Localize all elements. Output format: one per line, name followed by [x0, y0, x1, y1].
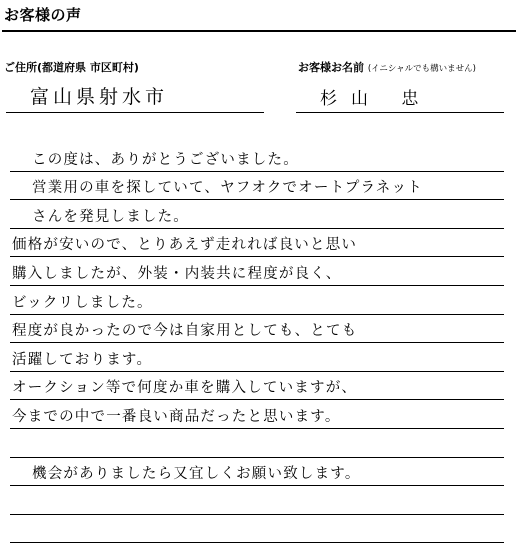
message-line-text: ビックリしました。: [12, 294, 153, 311]
title-divider: [2, 30, 516, 32]
message-line-text: 購入しましたが、外装・内装共に程度が良く、: [12, 265, 342, 282]
name-underline: [296, 112, 504, 113]
message-line-text: 程度が良かったので今は自家用としても、とても: [12, 323, 358, 340]
message-line: [10, 286, 504, 315]
name-value: 杉山 忠: [320, 89, 433, 109]
message-line: [10, 486, 504, 515]
message-line: [10, 229, 504, 258]
address-value: 富山県射水市: [30, 86, 169, 108]
message-line: [10, 343, 504, 372]
message-line-text: この度は、ありがとうございました。: [32, 151, 299, 168]
message-line: [10, 458, 504, 487]
name-label: お客様お名前: [298, 61, 364, 74]
message-line-text: 今までの中で一番良い商品だったと思います。: [12, 408, 341, 425]
message-line: [10, 315, 504, 344]
message-line-text: 価格が安いので、とりあえず走れれば良いと思い: [12, 237, 358, 254]
message-line-text: 活躍しております。: [12, 351, 153, 368]
message-line: [10, 429, 504, 458]
message-lines: [10, 143, 504, 543]
message-line-text: 機会がありましたら又宜しくお願い致します。: [32, 466, 361, 483]
address-label: ご住所(都道府県 市区町村): [4, 61, 139, 74]
name-label-group: [298, 59, 476, 75]
message-line: [10, 400, 504, 429]
message-line: [10, 515, 504, 543]
message-line-text: オークション等で何度か車を購入していますが、: [12, 380, 358, 397]
name-note: (イニシャルでも構いません): [367, 64, 476, 74]
message-line-text: さんを発見しました。: [32, 208, 189, 225]
address-underline: [6, 112, 264, 113]
message-line: [10, 372, 504, 401]
message-line: [10, 143, 504, 172]
message-line-text: 営業用の車を探していて、ヤフオクでオートプラネット: [32, 180, 423, 197]
message-line: [10, 257, 504, 286]
page-title: お客様の声: [4, 6, 82, 24]
message-line: [10, 172, 504, 201]
message-line: [10, 200, 504, 229]
